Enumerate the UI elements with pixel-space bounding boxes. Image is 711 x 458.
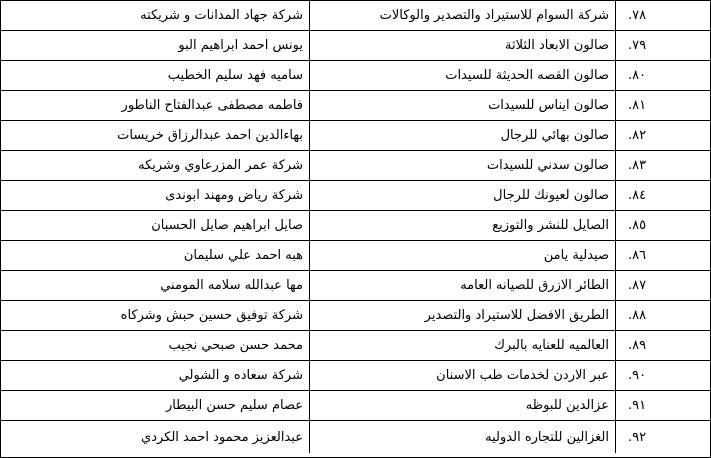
table-row bbox=[1, 1, 710, 31]
company-name: صيدلية يامن bbox=[309, 241, 615, 270]
table-row bbox=[1, 121, 710, 151]
row-number: ٨٦. bbox=[615, 241, 710, 270]
owner-name: شركة جهاد المدانات و شريكته bbox=[140, 8, 303, 23]
owner-name: فاطمه مصطفى عبدالفتاح الناطور bbox=[121, 98, 303, 113]
table-row bbox=[1, 421, 710, 453]
owner-name: يونس احمد ابراهيم البو bbox=[178, 38, 303, 53]
table-row bbox=[1, 61, 710, 91]
company-name: العالميه للعنايه بالبرك bbox=[309, 331, 615, 360]
row-number: ٨٠. bbox=[615, 61, 710, 90]
row-number: ٨٤. bbox=[615, 181, 710, 210]
company-name: صالون بهائي للرجال bbox=[309, 121, 615, 150]
owner-name: مها عبدالله سلامه المومني bbox=[160, 278, 303, 293]
row-number: ٩٢. bbox=[615, 421, 710, 453]
owner-name: صايل ابراهيم صايل الحسبان bbox=[151, 218, 303, 233]
row-number: ٨١. bbox=[615, 91, 710, 120]
company-name: صالون ايناس للسيدات bbox=[309, 91, 615, 120]
owner-name: شركة سعاده و الشولي bbox=[178, 368, 303, 383]
table-row bbox=[1, 361, 710, 391]
company-name: الطائر الازرق للصيانه العامه bbox=[309, 271, 615, 300]
row-number: ٧٨. bbox=[615, 1, 710, 30]
owner-name: شركة توفيق حسين حبش وشركاه bbox=[120, 308, 303, 323]
row-number: ٨٢. bbox=[615, 121, 710, 150]
row-number: ٨٥. bbox=[615, 211, 710, 240]
owner-name: عصام سليم حسن البيطار bbox=[165, 398, 303, 413]
owner-name: بهاءالدين احمد عبدالرزاق خريسات bbox=[117, 128, 303, 143]
row-number: ٩١. bbox=[615, 391, 710, 420]
company-name: صالون لعيونك للرجال bbox=[309, 181, 615, 210]
table-row bbox=[1, 181, 710, 211]
company-name: الطريق الافضل للاستيراد والتصدير bbox=[309, 301, 615, 330]
table-row bbox=[1, 331, 710, 361]
owner-name: شركة رياض ومهند ابوندى bbox=[165, 188, 303, 203]
owner-name: شركة عمر المزرعاوي وشريكه bbox=[138, 158, 303, 173]
owner-name: هبه احمد علي سليمان bbox=[183, 248, 303, 263]
row-number: ٨٧. bbox=[615, 271, 710, 300]
owner-name: محمد حسن صبحي نجيب bbox=[168, 338, 303, 353]
table-row bbox=[1, 271, 710, 301]
company-name: صالون الابعاد الثلاثة bbox=[309, 31, 615, 60]
company-name: صالون سدني للسيدات bbox=[309, 151, 615, 180]
table-row bbox=[1, 91, 710, 121]
row-number: ٧٩. bbox=[615, 31, 710, 60]
table-row bbox=[1, 211, 710, 241]
table-row bbox=[1, 241, 710, 271]
company-name: عبر الاردن لخدمات طب الاسنان bbox=[309, 361, 615, 390]
row-number: ٩٠. bbox=[615, 361, 710, 390]
row-number: ٨٩. bbox=[615, 331, 710, 360]
owner-name: عبدالعزيز محمود احمد الكردي bbox=[141, 429, 303, 445]
owner-name: ساميه فهد سليم الخطيب bbox=[167, 68, 303, 83]
company-name: صالون القصه الحديثة للسيدات bbox=[309, 61, 615, 90]
company-name: شركة السوام للاستيراد والتصدير والوكالات bbox=[309, 1, 615, 30]
table-row bbox=[1, 301, 710, 331]
table-row bbox=[1, 391, 710, 421]
row-number: ٨٨. bbox=[615, 301, 710, 330]
company-name: الصايل للنشر والتوزيع bbox=[309, 211, 615, 240]
row-number: ٨٣. bbox=[615, 151, 710, 180]
company-name: الغزالين للتجاره الدوليه bbox=[309, 421, 615, 453]
company-name: عزالدين للبوظه bbox=[309, 391, 615, 420]
table-row bbox=[1, 31, 710, 61]
table-row bbox=[1, 151, 710, 181]
